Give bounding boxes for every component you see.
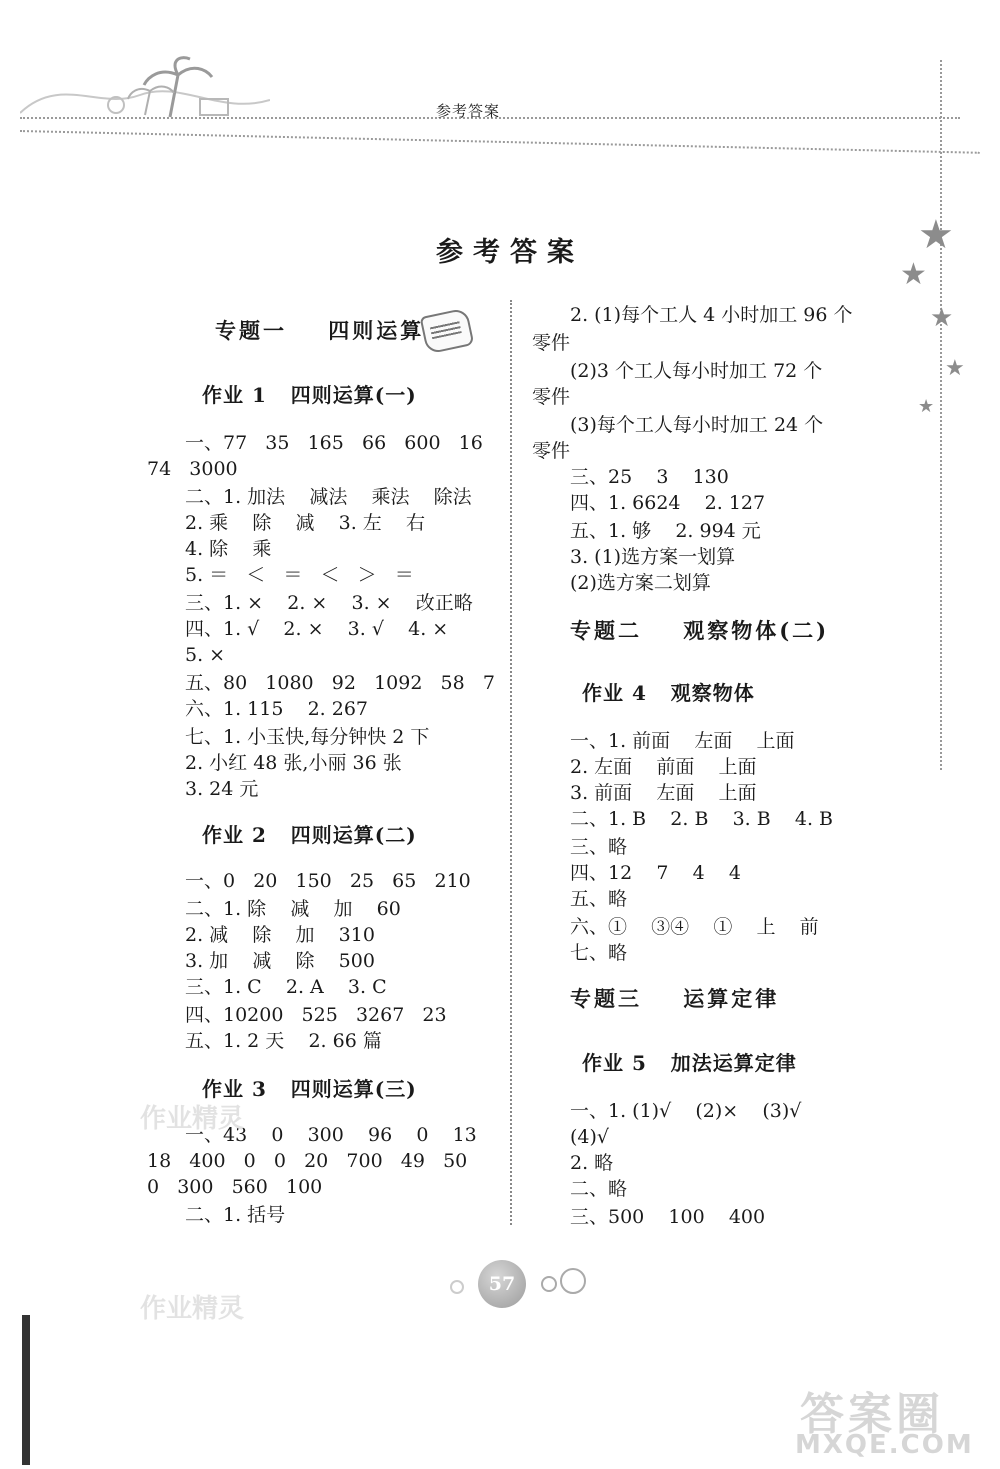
homework-heading: 作业 2 四则运算(二) [202, 823, 417, 847]
answer-line: 五、1. 够 2. 994 元 [570, 520, 761, 542]
answer-line: 一、1. (1)√ (2)× (3)√ [570, 1100, 802, 1122]
answer-line: 2. 减 除 加 310 [185, 924, 375, 946]
topic-heading: 专题三 运算定律 [570, 986, 780, 1011]
star-icon: ★ [918, 396, 935, 417]
header-rule-lower [20, 130, 980, 154]
star-icon: ★ [900, 257, 927, 292]
running-header: 参考答案 [436, 102, 501, 120]
answer-line: 3. 24 元 [185, 778, 259, 800]
answer-line: 3. 前面 左面 上面 [570, 782, 757, 804]
answer-line: (3)每个工人每小时加工 24 个 [570, 414, 824, 436]
answer-line: 二、略 [570, 1178, 628, 1200]
star-icon: ★ [930, 303, 954, 333]
answer-line: 七、略 [570, 942, 628, 964]
answer-line: 一、43 0 300 96 0 13 [185, 1124, 477, 1146]
answer-line: 五、1. 2 天 2. 66 篇 [185, 1030, 382, 1052]
answer-line: 一、77 35 165 66 600 16 [185, 432, 483, 454]
header-decoration-icon [20, 55, 270, 125]
answer-line: 5. × [185, 644, 226, 666]
answer-line: 四、10200 525 3267 23 [185, 1004, 447, 1026]
homework-heading: 作业 4 观察物体 [582, 681, 755, 705]
answer-line: 一、0 20 150 25 65 210 [185, 870, 471, 892]
answer-line: 七、1. 小玉快,每分钟快 2 下 [185, 726, 430, 748]
answer-line: 2. 小红 48 张,小丽 36 张 [185, 752, 402, 774]
topic-heading: 专题一 四则运算 [215, 318, 425, 343]
answer-line: (4)√ [570, 1126, 610, 1148]
answer-line: 2. 左面 前面 上面 [570, 756, 757, 778]
circle-icon [450, 1280, 464, 1294]
answer-line: 六、① ③④ ① 上 前 [570, 916, 819, 938]
answer-line: 五、略 [570, 888, 628, 910]
answer-line: 三、1. C 2. A 3. C [185, 976, 387, 998]
answer-line: 3. (1)选方案一划算 [570, 546, 736, 568]
circle-icon [560, 1268, 586, 1294]
answer-line: 三、500 100 400 [570, 1206, 766, 1228]
answer-line: 零件 [532, 440, 571, 462]
answer-line: 二、1. B 2. B 3. B 4. B [570, 808, 833, 830]
answer-line: 零件 [532, 386, 571, 408]
answer-line: 四、1. 6624 2. 127 [570, 492, 766, 514]
answer-line: (2)3 个工人每小时加工 72 个 [570, 360, 823, 382]
homework-heading: 作业 1 四则运算(一) [202, 383, 417, 407]
right-margin-rule [940, 60, 942, 770]
topic-badge-icon [420, 307, 475, 354]
answer-line: 四、12 7 4 4 [570, 862, 741, 884]
circle-icon [541, 1276, 557, 1292]
page-title: 参考答案 [436, 237, 584, 268]
answer-line: 三、略 [570, 836, 628, 858]
answer-line: 18 400 0 0 20 700 49 50 [147, 1150, 468, 1172]
answer-line: 六、1. 115 2. 267 [185, 698, 369, 720]
answer-line: 五、80 1080 92 1092 58 7 [185, 672, 495, 694]
homework-heading: 作业 5 加法运算定律 [582, 1051, 797, 1075]
answer-line: 零件 [532, 332, 571, 354]
answer-line: 三、25 3 130 [570, 466, 729, 488]
answer-line: 四、1. √ 2. × 3. √ 4. × [185, 618, 449, 640]
answer-line: 3. 加 减 除 500 [185, 950, 375, 972]
column-divider [510, 300, 512, 1225]
answer-line: 74 3000 [147, 458, 238, 480]
answer-line: 二、1. 除 减 加 60 [185, 898, 401, 920]
watermark-url: MXQE.COM [795, 1430, 974, 1460]
page-number: 57 [478, 1260, 526, 1308]
answer-line: 2. (1)每个工人 4 小时加工 96 个 [570, 304, 853, 326]
star-icon: ★ [945, 356, 965, 381]
star-icon: ★ [918, 212, 954, 258]
homework-heading: 作业 3 四则运算(三) [202, 1077, 417, 1101]
scan-edge-shadow [22, 1315, 30, 1465]
answer-line: 三、1. × 2. × 3. × 改正略 [185, 592, 473, 614]
watermark-logo: 答案圈 [800, 1389, 944, 1440]
answer-line: 二、1. 加法 减法 乘法 除法 [185, 486, 472, 508]
answer-line: 4. 除 乘 [185, 538, 272, 560]
answer-line: 5. ＝ ＜ ＝ ＜ ＞ ＝ [185, 564, 414, 586]
topic-heading: 专题二 观察物体(二) [570, 618, 830, 643]
answer-line: 2. 乘 除 减 3. 左 右 [185, 512, 425, 534]
answer-line: 一、1. 前面 左面 上面 [570, 730, 795, 752]
answer-line: 2. 略 [570, 1152, 614, 1174]
answer-line: 0 300 560 100 [147, 1176, 323, 1198]
answer-line: (2)选方案二划算 [570, 572, 711, 594]
watermark-text: 作业精灵 [140, 1104, 245, 1134]
watermark-text: 作业精灵 [140, 1294, 245, 1324]
answer-line: 二、1. 括号 [185, 1204, 286, 1226]
